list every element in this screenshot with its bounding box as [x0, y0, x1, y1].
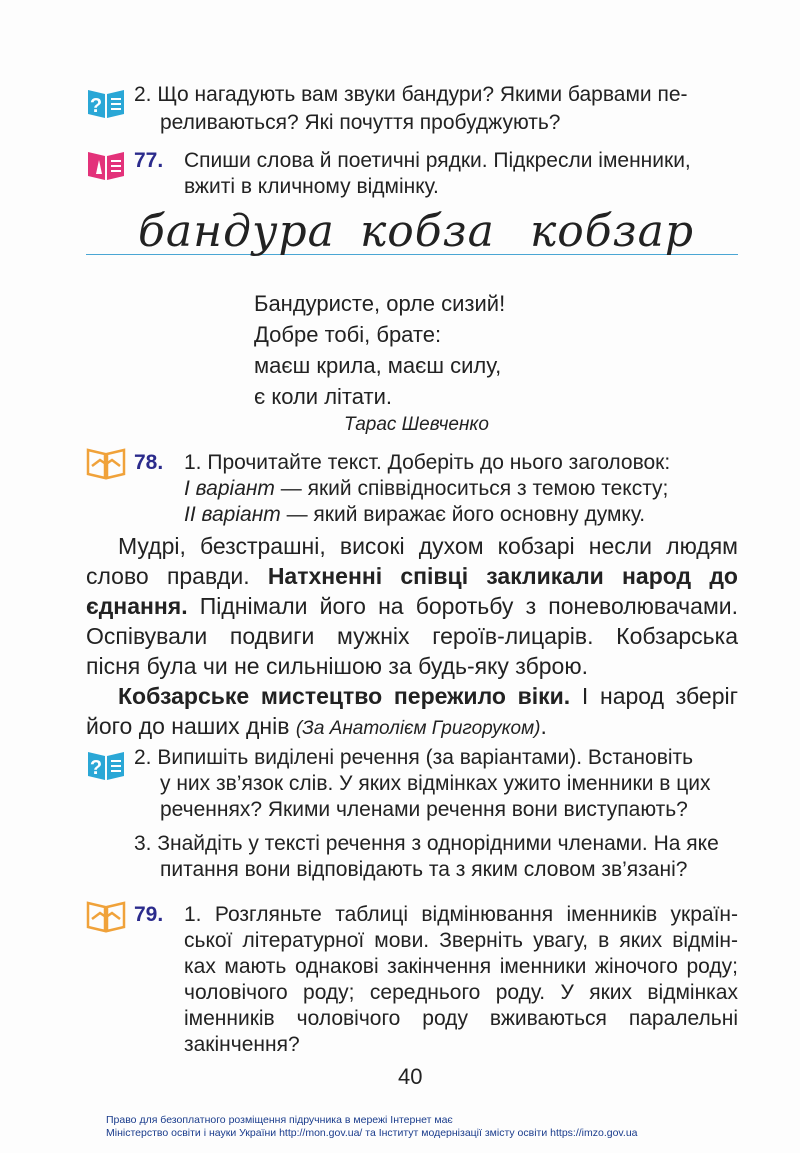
cursive-word-3: кобзар: [530, 206, 695, 257]
exercise-77-number: 77.: [134, 149, 164, 172]
question-book-icon: [86, 86, 126, 120]
cursive-word-1: бандура: [138, 206, 335, 257]
text-p2-line-2: [86, 711, 738, 744]
poem-line-3: маєш крила, маєш силу,: [254, 353, 502, 378]
exercise-79-line-1: 1. Розгляньте таблиці відмінювання іменників україн-: [184, 903, 738, 926]
variant-1-text: — який співвідноситься з темою тексту;: [274, 477, 669, 500]
exercise-79-line-2: ської літературної мови. Зверніть увагу, в яких відмін-: [184, 929, 738, 952]
text-p1-line-1: Мудрі, безстрашні, високі духом кобзарі несли людям: [118, 533, 738, 559]
task-78-2-line-2: у них зв’язок слів. У яких відмінках ужито іменники в цих: [160, 772, 711, 795]
handshake-icon: [86, 446, 126, 480]
text-p1-line-3: [86, 591, 738, 621]
variant-2-line: [184, 502, 645, 528]
highlighted-sentence-1: Натхненні співці закликали народ до: [267, 563, 738, 589]
variant-1-label: І варіант: [184, 477, 275, 500]
cursive-word-2: кобза: [360, 206, 495, 257]
exercise-77-line-2: вжиті в кличному відмінку.: [184, 175, 439, 198]
task-78-2-line-1: 2. Випишіть виділені речення (за варіантами). Встановіть: [134, 746, 694, 769]
text-p2-period: .: [540, 713, 547, 739]
variant-1-line: [184, 476, 668, 502]
pen-book-icon: [86, 148, 126, 182]
exercise-78-number: 78.: [134, 451, 164, 474]
poem-author: Тарас Шевченко: [344, 414, 489, 435]
text-p1-line-2a: слово правди.: [86, 563, 268, 589]
task-78-3-line-1: 3. Знайдіть у тексті речення з однорідними членами. На яке: [134, 832, 719, 855]
text-p2-line-2a: його до наших днів: [86, 713, 296, 739]
highlighted-sentence-1-end: єднання.: [86, 593, 188, 619]
task-2-line-2: реливаються? Які почуття пробуджують?: [160, 111, 561, 134]
text-p2-line-1: [86, 681, 738, 711]
exercise-78-line-1: 1. Прочитайте текст. Доберіть до нього заголовок:: [184, 451, 671, 474]
question-book-icon: [86, 748, 126, 782]
poem-line-4: є коли літати.: [254, 384, 392, 409]
exercise-77-line-1: Спиши слова й поетичні рядки. Підкресли іменники,: [184, 149, 691, 172]
svg-text:?: ?: [89, 95, 103, 117]
variant-2-text: — який виражає його основну думку.: [280, 503, 646, 526]
task-78-2-line-3: реченнях? Якими членами речення вони виступають?: [160, 798, 688, 821]
exercise-79-line-4: чоловічого роду; середнього роду. У яких відмінках: [184, 981, 738, 1004]
exercise-79-number: 79.: [134, 903, 164, 926]
exercise-79-line-6: закінчення?: [184, 1033, 300, 1056]
variant-2-label: ІІ варіант: [184, 503, 281, 526]
exercise-79-line-5: іменників чоловічого роду вживаються паралельні: [184, 1007, 738, 1030]
task-78-3-line-2: питання вони відповідають та з яким словом зв’язані?: [160, 858, 688, 881]
footer-line-1: Право для безоплатного розміщення підручника в мережі Інтернет має: [106, 1114, 453, 1126]
text-p1-line-4: Оспівували подвиги мужніх героїв-лицарів. Кобзарська: [86, 623, 738, 649]
task-2-line-1: 2. Що нагадують вам звуки бандури? Якими барвами пе-: [134, 83, 688, 106]
text-p1-line-5: пісня була чи не сильнішою за будь-яку зброю.: [86, 653, 588, 679]
footer-line-2: Міністерство освіти і науки України http://mon.gov.ua/ та Інститут модернізації змісту освіти https://imzo.gov.ua: [106, 1127, 638, 1139]
svg-text:?: ?: [89, 757, 103, 779]
poem-line-1: Бандуристе, орле сизий!: [254, 291, 506, 316]
text-p1-line-2: [86, 561, 738, 591]
text-source: (За Анатолієм Григоруком): [295, 718, 541, 739]
poem-line-2: Добре тобі, брате:: [254, 322, 442, 347]
handshake-icon: [86, 899, 126, 933]
highlighted-sentence-2: Кобзарське мистецтво пережило віки.: [118, 683, 571, 709]
text-p2-line-1b: І народ зберіг: [570, 683, 738, 709]
text-p1-line-3b: Піднімали його на боротьбу з поневолювачами.: [187, 593, 738, 619]
exercise-79-line-3: ках мають однакові закінчення іменники жіночого роду;: [184, 955, 738, 978]
page-number: 40: [398, 1064, 423, 1089]
